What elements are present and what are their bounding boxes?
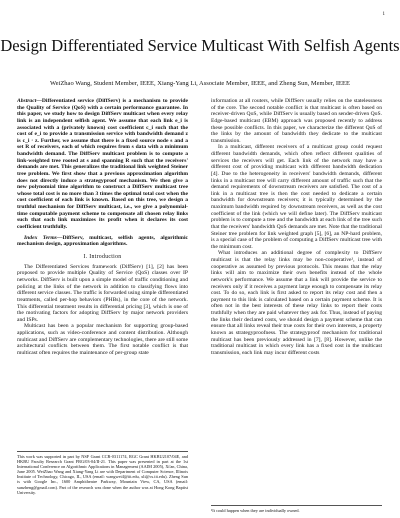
section-heading: I. Introduction <box>83 253 122 260</box>
left-column <box>17 98 188 510</box>
abstract-text: —Differentiated service (DiffServ) is a mechanism to provide the Quality of Service (QoS) with a certain performance guarantee. In this paper, we study how to design DiffServ multicast when every relay link is an independent selfish agent. We assume that each link e_i is associated with a (privately known) cost coefficient c_i such that the cost of e_i to provide a transmission service with bandwidth demand z is c_i · z. Further, we assume that there is a fixed source node s and a set R of receivers, each of which requires from s data with a minimum bandwidth demand. The DiffServ multicast problem is to compute a link-weighted tree rooted at s and spanning R such that the receivers' demands are met. This generalizes the traditional link weighted Steiner tree problem. We first show that a previous approximation algorithm does not directly induce a strategyproof mechanism. We then give a new polynomial time algorithm to construct a DiffServ multicast tree whose total cost is no more than 3 times the optimal total cost when the cost coefficient of each link is known. Based on this tree, we design a truthful mechanism for DiffServ multicast, i.e., we give a polynomial-time computable payment scheme to compensate all chosen relay links such that each link maximizes its profit when it declares its cost coefficient truthfully. <box>17 98 188 230</box>
abstract-label: Abstract <box>17 98 37 104</box>
right-paragraph-1: information at all routers, while DiffServ usually relies on the statelessness of the core. The second notable conflict is that multicast is often based on receiver-driven QoS, while DiffServ is usually based on sender-driven QoS. Edge-based multicast (EBM) approach was proposed recently to address these possible conflicts. In this paper, we characterize the different QoS of the links by the amount of bandwidth they dedicate to the multicast transmission. <box>211 98 382 144</box>
abstract <box>17 98 188 231</box>
intro-paragraph-1: The Differentiated Services framework (DiffServ) [1], [2] has been proposed to provide multiple Quality of Service (QoS) classes over IP networks. DiffServ is built upon a simple model of traffic conditioning and policing at the links of the network in addition to classifying flows into different service classes. The traffic is forwarded using simple differentiated treatments, called per-hop behaviors (PHBs), in the core of the network. This differential treatment results in differential pricing [3], which is one of the motivating factors for adopting DiffServ by major network providers and ISPs. <box>17 263 188 323</box>
left-footnote: This work was supported in part by NSF Grant CCR-0311174, RGC Grant HKBU2107/04E, and HKBU Faculty Research Grant FRG/03-04/II-21. This paper was presented in part at the 1st International Conference on Algorithmic Applications in Management (AAIM 2005), Xi'an, China, June 2005. WeiZhao Wang and Xiang-Yang Li are with Department of Computer Science, Illinois Institute of Technology, Chicago, IL, USA (email: wangwei4@iit.edu, xli@cs.iit.edu). Zheng Sun is with Google Inc., 1600 Amphitheatre Parkway, Mountain View, CA, USA (email: sunzheng@gmail.com). Part of the research was done when the author was at Hong Kong Baptist University. <box>17 451 188 495</box>
intro-paragraph-2: Multicast has been a popular mechanism for supporting group-based applications, such as video-conference and content distribution. Although multicast and DiffServ are complementary technologies, there are still some architectural conflicts between them. The first notable conflict is that multicast often requires the maintenance of per-group state <box>17 323 188 356</box>
right-paragraph-3: What introduces an additional degree of complexity to DiffServ multicast is that the relay links may be non-cooperative¹, instead of cooperative as assumed by previous protocols. This means that the relay links will aim to maximize their own benefits instead of the whole network's performance. We assume that a link will provide the service to receivers only if it receives a payment large enough to compensate its relay cost. To do so, each link is first asked to report its relay cost and then a payment to this link is calculated based on a certain payment scheme. It is often not in the best interests of these relay links to report their costs truthfully when they are paid whatever they ask for. Thus, instead of paying the links their declared costs, we should design a payment scheme that can ensure that all links reveal their true costs for their own interests, a property known as strategyproofness. The strategyproof mechanism for traditional multicast has been previously addressed in [7], [8]. However, unlike the traditional multicast in which every link has a fixed cost in the multicast transmission, each link may incur different costs <box>211 250 382 356</box>
index-terms-text: —DiffServ, multicast, selfish agents, algorithmic mechanism design, approximation algorithms. <box>17 234 188 248</box>
author-line: WeiZhao Wang, Student Member, IEEE, Xiang-Yang Li, Associate Member, IEEE, and Zheng Sun, Member, IEEE <box>50 80 350 87</box>
paper-title: Design Differentiated Service Multicast With Selfish Agents <box>0 36 400 55</box>
index-terms <box>17 235 188 248</box>
page-number: 1 <box>382 12 385 17</box>
right-footnote: ¹It could happen when they are individually owned. <box>211 505 382 513</box>
index-terms-label: Index Terms <box>24 234 57 241</box>
right-column <box>211 98 382 510</box>
right-paragraph-2: In a multicast, different receivers of a multicast group could request different bandwidth demands, which often reflect different qualities of services the receivers will get. Each link of the network may have a different cost of providing multicast with different bandwidth dedication [4]. Due to the heterogeneity in receivers' bandwidth demands, different links in a multicast tree will carry different amount of traffic such that the demand requirements of downstream receivers are satisfied. The cost of a link in a multicast tree is then the cost needed to dedicate a certain bandwidth for downstream receivers; it is typically determined by the maximum bandwidth required by downstream receivers, as well as the cost coefficient of the link (which we will define later). The DiffServ multicast problem is to compute a tree and the bandwidth at each link of the tree such that the receivers' bandwidth QoS demands are met. Note that the traditional Steiner tree problem for link weighted graph [5], [6], an NP-hard problem, is a special case of the problem of computing a DiffServ multicast tree with the minimum cost. <box>211 144 382 250</box>
